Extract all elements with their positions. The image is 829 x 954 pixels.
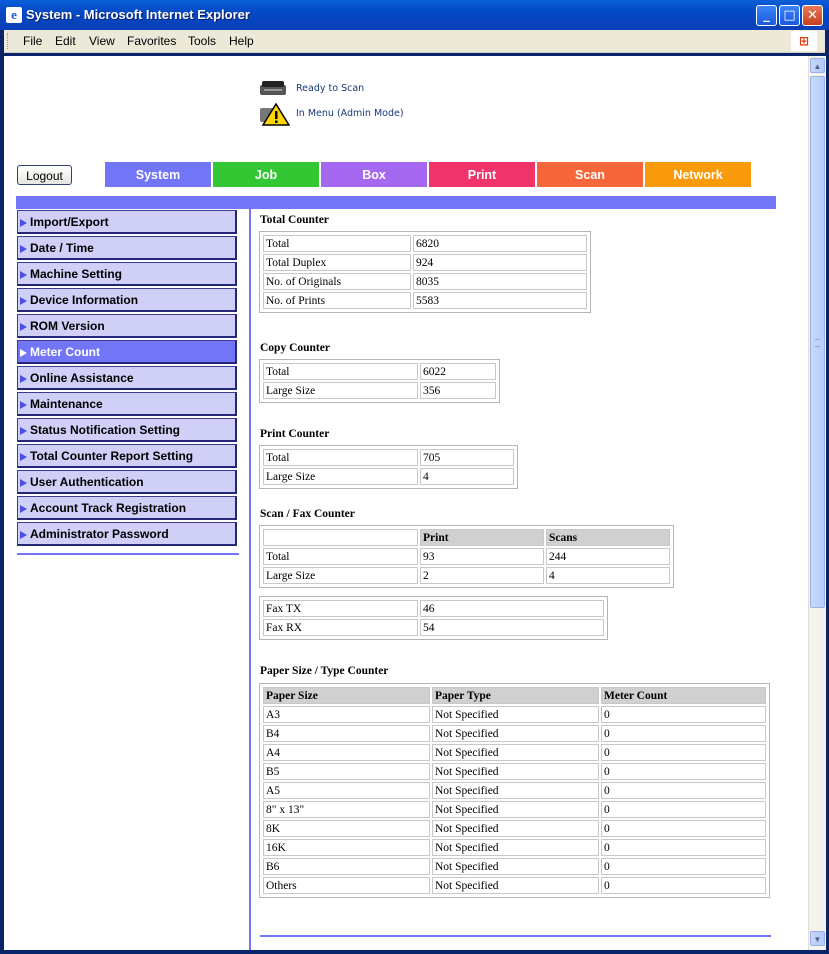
table-row bbox=[263, 382, 496, 399]
sidebar-item-date-time[interactable] bbox=[17, 236, 237, 260]
column-header bbox=[263, 529, 418, 546]
table-row bbox=[263, 744, 766, 761]
arrow-right-icon bbox=[20, 271, 27, 279]
table-cell: 4 bbox=[420, 468, 514, 485]
sidebar-item-online-assistance[interactable] bbox=[17, 366, 237, 390]
menu-help[interactable]: Help bbox=[229, 34, 254, 48]
total-counter-table bbox=[259, 231, 591, 313]
content-divider bbox=[249, 208, 251, 950]
table-row bbox=[263, 801, 766, 818]
table-cell: No. of Originals bbox=[263, 273, 411, 290]
arrow-right-icon bbox=[20, 401, 27, 409]
table-cell: A3 bbox=[263, 706, 430, 723]
table-cell: 8K bbox=[263, 820, 430, 837]
sidebar-item-status-notification-setting[interactable] bbox=[17, 418, 237, 442]
table-cell: Not Specified bbox=[432, 706, 599, 723]
bottom-divider bbox=[260, 935, 771, 937]
sidebar-item-label: Machine Setting bbox=[30, 267, 123, 281]
menu-bar bbox=[4, 30, 825, 53]
table-cell: 46 bbox=[420, 600, 604, 617]
sidebar-item-label: Device Information bbox=[30, 293, 139, 307]
column-header: Print bbox=[420, 529, 544, 546]
arrow-right-icon bbox=[20, 349, 27, 357]
menu-edit[interactable]: Edit bbox=[55, 34, 76, 48]
table-row bbox=[263, 235, 587, 252]
table-cell: 54 bbox=[420, 619, 604, 636]
section-title: Copy Counter bbox=[260, 342, 330, 354]
sidebar-item-label: Administrator Password bbox=[30, 527, 169, 541]
tab-box[interactable]: Box bbox=[321, 162, 429, 187]
toolbar-grip bbox=[7, 33, 11, 49]
arrow-right-icon bbox=[20, 531, 27, 539]
table-row bbox=[263, 877, 766, 894]
title-bar bbox=[0, 0, 829, 30]
sidebar-item-label: Meter Count bbox=[30, 345, 100, 359]
windows-logo-icon: ⊞ bbox=[791, 31, 817, 51]
table-cell: Not Specified bbox=[432, 763, 599, 780]
table-cell: 0 bbox=[601, 725, 766, 742]
table-row bbox=[263, 363, 496, 380]
fax-counter-table bbox=[259, 596, 608, 640]
table-cell: B4 bbox=[263, 725, 430, 742]
table-cell: 0 bbox=[601, 782, 766, 799]
table-cell: Large Size bbox=[263, 382, 418, 399]
table-cell: 0 bbox=[601, 801, 766, 818]
table-cell: Total Duplex bbox=[263, 254, 411, 271]
table-row bbox=[263, 600, 604, 617]
sidebar-item-device-information[interactable] bbox=[17, 288, 237, 312]
ie-logo-icon: e bbox=[6, 7, 22, 23]
table-cell: Others bbox=[263, 877, 430, 894]
column-header: Paper Type bbox=[432, 687, 599, 704]
table-cell: 16K bbox=[263, 839, 430, 856]
sidebar-item-label: Date / Time bbox=[30, 241, 94, 255]
table-cell: 0 bbox=[601, 858, 766, 875]
column-header: Scans bbox=[546, 529, 670, 546]
tab-system[interactable]: System bbox=[105, 162, 213, 187]
sidebar-item-label: Status Notification Setting bbox=[30, 423, 180, 437]
sidebar-item-label: User Authentication bbox=[30, 475, 144, 489]
table-cell: 5583 bbox=[413, 292, 587, 309]
sidebar-item-import-export[interactable] bbox=[17, 210, 237, 234]
tab-underline bbox=[16, 196, 776, 209]
table-cell: Not Specified bbox=[432, 725, 599, 742]
section-title: Total Counter bbox=[260, 214, 329, 226]
table-cell: B6 bbox=[263, 858, 430, 875]
table-row bbox=[263, 839, 766, 856]
sidebar-item-label: Total Counter Report Setting bbox=[30, 449, 194, 463]
print-counter-table bbox=[259, 445, 518, 489]
arrow-right-icon bbox=[20, 453, 27, 461]
table-cell: 0 bbox=[601, 763, 766, 780]
table-cell: Not Specified bbox=[432, 820, 599, 837]
table-row bbox=[263, 548, 670, 565]
table-row bbox=[263, 619, 604, 636]
column-header: Paper Size bbox=[263, 687, 430, 704]
scanner-icon bbox=[258, 77, 290, 101]
warning-icon bbox=[258, 102, 290, 126]
section-title: Print Counter bbox=[260, 428, 330, 440]
table-cell: 0 bbox=[601, 877, 766, 894]
table-row bbox=[263, 567, 670, 584]
table-cell: Not Specified bbox=[432, 839, 599, 856]
table-cell: 8035 bbox=[413, 273, 587, 290]
status-text: In Menu (Admin Mode) bbox=[296, 108, 404, 119]
table-cell: Large Size bbox=[263, 567, 418, 584]
table-row bbox=[263, 820, 766, 837]
table-cell: A4 bbox=[263, 744, 430, 761]
table-cell: 6820 bbox=[413, 235, 587, 252]
table-cell: Total bbox=[263, 548, 418, 565]
arrow-right-icon bbox=[20, 297, 27, 305]
sidebar-item-label: Account Track Registration bbox=[30, 501, 187, 515]
table-cell: Large Size bbox=[263, 468, 418, 485]
table-row bbox=[263, 449, 514, 466]
table-row bbox=[263, 254, 587, 271]
arrow-right-icon bbox=[20, 245, 27, 253]
scroll-up-button[interactable]: ▲ bbox=[810, 58, 825, 73]
table-cell: Not Specified bbox=[432, 744, 599, 761]
table-cell: 0 bbox=[601, 820, 766, 837]
table-row bbox=[263, 706, 766, 723]
close-button[interactable]: ✕ bbox=[802, 5, 823, 26]
arrow-right-icon bbox=[20, 479, 27, 487]
table-row bbox=[263, 468, 514, 485]
window-title: System - Microsoft Internet Explorer bbox=[26, 7, 250, 22]
table-cell: B5 bbox=[263, 763, 430, 780]
table-header-row bbox=[263, 529, 670, 546]
sidebar-item-machine-setting[interactable] bbox=[17, 262, 237, 286]
table-cell: 0 bbox=[601, 706, 766, 723]
paper-counter-table bbox=[259, 683, 770, 898]
arrow-right-icon bbox=[20, 505, 27, 513]
sidebar-item-maintenance[interactable] bbox=[17, 392, 237, 416]
page-content bbox=[4, 56, 808, 950]
table-cell: 924 bbox=[413, 254, 587, 271]
arrow-right-icon bbox=[20, 375, 27, 383]
table-header-row bbox=[263, 687, 766, 704]
table-cell: 705 bbox=[420, 449, 514, 466]
table-cell: Not Specified bbox=[432, 858, 599, 875]
maximize-button[interactable]: □ bbox=[779, 5, 800, 26]
logout-button[interactable]: Logout bbox=[17, 165, 72, 185]
table-cell: 2 bbox=[420, 567, 544, 584]
menu-tools[interactable]: Tools bbox=[188, 34, 217, 48]
table-cell: 4 bbox=[546, 567, 670, 584]
sidebar-item-administrator-password[interactable] bbox=[17, 522, 237, 546]
table-row bbox=[263, 858, 766, 875]
sidebar-item-label: Import/Export bbox=[30, 215, 109, 229]
column-header: Meter Count bbox=[601, 687, 766, 704]
table-cell: 6022 bbox=[420, 363, 496, 380]
table-row bbox=[263, 782, 766, 799]
table-cell: Not Specified bbox=[432, 782, 599, 799]
sidebar-divider bbox=[17, 553, 239, 555]
sidebar-item-label: ROM Version bbox=[30, 319, 105, 333]
sidebar-item-meter-count[interactable] bbox=[17, 340, 237, 364]
table-cell: 356 bbox=[420, 382, 496, 399]
arrow-right-icon bbox=[20, 427, 27, 435]
table-cell: Total bbox=[263, 449, 418, 466]
sidebar-item-user-authentication[interactable] bbox=[17, 470, 237, 494]
table-row bbox=[263, 725, 766, 742]
tab-scan[interactable]: Scan bbox=[537, 162, 645, 187]
table-cell: Not Specified bbox=[432, 877, 599, 894]
table-cell: No. of Prints bbox=[263, 292, 411, 309]
table-cell: Not Specified bbox=[432, 801, 599, 818]
table-cell: Fax RX bbox=[263, 619, 418, 636]
table-cell: 244 bbox=[546, 548, 670, 565]
table-row bbox=[263, 763, 766, 780]
sidebar-item-total-counter-report-setting[interactable] bbox=[17, 444, 237, 468]
menu-view[interactable]: View bbox=[89, 34, 115, 48]
scan-counter-table bbox=[259, 525, 674, 588]
menu-file[interactable]: File bbox=[23, 34, 43, 48]
table-cell: Fax TX bbox=[263, 600, 418, 617]
status-text: Ready to Scan bbox=[296, 83, 365, 94]
table-cell: A5 bbox=[263, 782, 430, 799]
copy-counter-table bbox=[259, 359, 500, 403]
sidebar-item-label: Maintenance bbox=[30, 397, 103, 411]
vertical-scrollbar[interactable] bbox=[808, 56, 826, 950]
table-cell: 0 bbox=[601, 744, 766, 761]
menu-favorites[interactable]: Favorites bbox=[127, 34, 177, 48]
tab-network[interactable]: Network bbox=[645, 162, 753, 187]
minimize-button[interactable]: _ bbox=[756, 5, 777, 26]
sidebar-item-label: Online Assistance bbox=[30, 371, 134, 385]
table-cell: 0 bbox=[601, 839, 766, 856]
sidebar-item-rom-version[interactable] bbox=[17, 314, 237, 338]
scroll-thumb[interactable] bbox=[810, 76, 825, 608]
table-cell: Total bbox=[263, 235, 411, 252]
arrow-right-icon bbox=[20, 219, 27, 227]
section-title: Paper Size / Type Counter bbox=[260, 665, 389, 677]
tab-print[interactable]: Print bbox=[429, 162, 537, 187]
table-cell: 8" x 13" bbox=[263, 801, 430, 818]
section-title: Scan / Fax Counter bbox=[260, 508, 355, 520]
scroll-down-button[interactable]: ▼ bbox=[810, 931, 825, 946]
table-cell: 93 bbox=[420, 548, 544, 565]
table-cell: Total bbox=[263, 363, 418, 380]
table-row bbox=[263, 292, 587, 309]
arrow-right-icon bbox=[20, 323, 27, 331]
sidebar-item-account-track-registration[interactable] bbox=[17, 496, 237, 520]
table-row bbox=[263, 273, 587, 290]
tab-job[interactable]: Job bbox=[213, 162, 321, 187]
